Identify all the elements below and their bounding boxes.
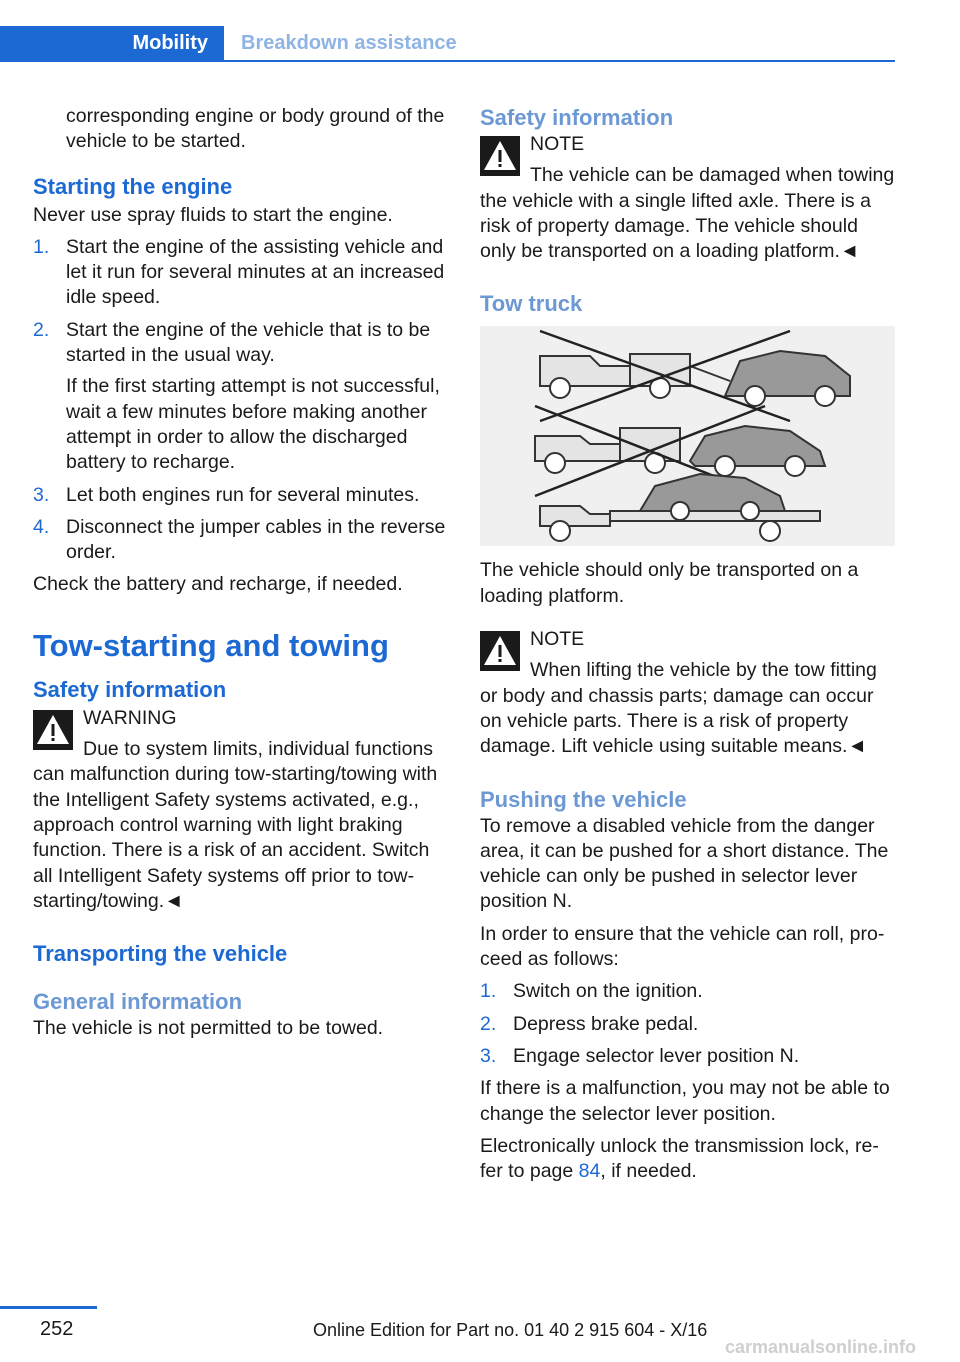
list-item: 1. Start the engine of the assisting vehicle and let it run for several minutes at an increased idle speed. [33, 235, 445, 309]
heading-transporting: Transporting the vehicle [33, 941, 288, 967]
tow-truck-illustration [480, 326, 895, 546]
warning-triangle-icon [480, 136, 520, 176]
warning-triangle-icon [480, 631, 520, 671]
page-number: 252 [40, 1318, 74, 1340]
warning-notice [33, 706, 448, 914]
push-text-2: In order to ensure that the vehicle can roll, proceed as follows: [480, 922, 885, 971]
heading-safety-information: Safety information [33, 676, 227, 702]
tab-breakdown-assistance[interactable]: Breakdown assistance [241, 32, 457, 54]
heading-starting-engine: Starting the engine [33, 173, 233, 199]
tab-mobility[interactable]: Mobility [0, 26, 224, 61]
malfunction-text: If there is a malfunction, you may not be able to change the selector lever position. [480, 1077, 890, 1125]
footer-accent-line [0, 1306, 97, 1309]
heading-safety-information-right: Safety information [480, 105, 674, 130]
push-text-1: To remove a disabled vehicle from the danger area, it can be pushed for a short distance. The vehicle can only be pushed in selector lever position N. [480, 814, 889, 913]
page-header [0, 26, 895, 62]
tow-truck-drawing [480, 326, 895, 546]
list-item: 4. Disconnect the jumper cables in the reverse order. [33, 515, 446, 564]
warning-text: Due to system limits, individual functions can malfunction during tow-starting/towing with the Intelligent Safety systems activated, e.g., approach control warning with light braking function. There is a risk of an accident. Switch all Intelligent Safety systems off prior to tow-starting/towing.◄ [33, 738, 438, 912]
list-item: 1. Switch on the ignition. [480, 980, 703, 1003]
note-label: NOTE [530, 628, 585, 651]
list-item: 3. Let both engines run for several minutes. [33, 483, 420, 506]
intro-text: corresponding engine or body ground of the vehicle to be started. [66, 105, 445, 153]
warning-label: WARNING [83, 706, 177, 729]
note-notice-2 [480, 627, 895, 759]
list-item: 2. Depress brake pedal. [480, 1012, 699, 1035]
warning-triangle-icon [33, 710, 73, 750]
pushing-steps [480, 979, 895, 1069]
note-text: When lifting the vehicle by the tow fitting or body and chassis parts; damage can occur on vehicle parts. There is a risk of property damage. Lift vehicle using suitable means.◄ [480, 659, 877, 758]
general-text: The vehicle is not permitted to be towed. [33, 1017, 384, 1040]
starting-steps [33, 235, 448, 566]
page-link[interactable]: 84 [578, 1160, 601, 1183]
heading-tow-truck: Tow truck [480, 291, 583, 317]
heading-general-information: General information [33, 989, 243, 1015]
note-notice-1 [480, 132, 895, 264]
unlock-text: Electronically unlock the transmission lock, refer to page 84, if needed. [480, 1134, 879, 1183]
right-column [480, 104, 895, 1191]
note-label: NOTE [530, 133, 585, 155]
note-text: The vehicle can be damaged when towing the vehicle with a single lifted axle. There is a risk of property damage. The vehicle should only be transported on a loading platform.◄ [480, 164, 895, 263]
heading-pushing-vehicle: Pushing the vehicle [480, 786, 687, 812]
edition-text: Online Edition for Part no. 01 40 2 915 604 - X/16 [313, 1320, 708, 1340]
list-item: 2. Start the engine of the vehicle that is to be started in the usual way. If the first starting attempt is not successful, wait a few minutes before making another attempt in order to allow the discharged battery to recharge. [33, 318, 440, 474]
list-item: 3. Engage selector lever position N. [480, 1044, 800, 1067]
check-battery-text: Check the battery and recharge, if needed. [33, 573, 403, 596]
left-column [33, 104, 448, 1048]
watermark: carmanualsonline.info [725, 1337, 917, 1357]
heading-tow-starting: Tow-starting and towing [33, 627, 389, 663]
spray-text: Never use spray fluids to start the engine. [33, 203, 393, 226]
figure-caption: The vehicle should only be transported on a loading platform. [480, 559, 859, 607]
